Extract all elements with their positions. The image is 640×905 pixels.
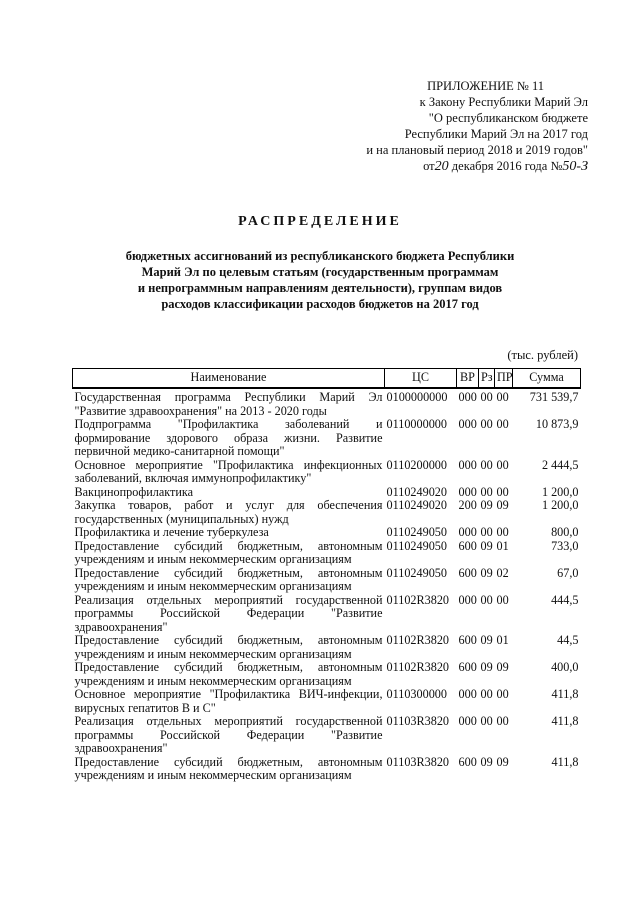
cell-vr: 600 bbox=[458, 660, 477, 674]
cell-pr: 09 bbox=[496, 660, 509, 674]
cell-rz: 09 bbox=[480, 538, 493, 553]
table-row bbox=[73, 594, 581, 635]
cell-sum: 67,0 bbox=[557, 565, 579, 580]
cell-cs: 0110200000 bbox=[386, 457, 447, 472]
cell-pr: 09 bbox=[496, 754, 509, 769]
cell-rz: 00 bbox=[480, 687, 493, 701]
cell-name: Государственная программа Республики Марий Эл "Развитие здравоохранения" на 2013 - 2020 годы bbox=[74, 390, 383, 418]
cell-cs: 0110300000 bbox=[386, 687, 447, 701]
cell-sum: 2 444,5 bbox=[541, 457, 579, 472]
cell-pr: 00 bbox=[496, 484, 509, 499]
cell-vr: 000 bbox=[458, 417, 477, 431]
cell-vr: 000 bbox=[458, 484, 477, 499]
cell-sum: 44,5 bbox=[557, 633, 579, 647]
cell-name: Предоставление субсидий бюджетным, автономным учреждениям и иным некоммерческим организациям bbox=[74, 633, 383, 661]
cell-name: Предоставление субсидий бюджетным, автономным учреждениям и иным некоммерческим организациям bbox=[74, 538, 383, 566]
table-row bbox=[73, 388, 581, 418]
table-header-row bbox=[73, 369, 581, 389]
cell-pr: 01 bbox=[496, 633, 509, 647]
cell-rz: 09 bbox=[480, 565, 493, 580]
cell-vr: 000 bbox=[458, 457, 477, 472]
cell-name: Профилактика и лечение туберкулеза bbox=[74, 525, 269, 539]
cell-sum: 444,5 bbox=[551, 592, 579, 607]
cell-vr: 600 bbox=[458, 538, 477, 553]
table-row bbox=[73, 540, 581, 567]
cell-name: Предоставление субсидий бюджетным, автономным учреждениям и иным некоммерческим организациям bbox=[74, 754, 383, 782]
appendix-line: "О республиканском бюджете bbox=[428, 111, 588, 125]
cell-cs: 01102R3820 bbox=[386, 592, 450, 607]
cell-cs: 01102R3820 bbox=[386, 660, 450, 674]
appendix-line: к Закону Республики Марий Эл bbox=[419, 95, 588, 109]
cell-name: Основное мероприятие "Профилактика ВИЧ-инфекции, вирусных гепатитов В и С" bbox=[74, 687, 383, 715]
budget-table bbox=[72, 368, 581, 783]
cell-pr: 00 bbox=[496, 714, 509, 728]
cell-pr: 09 bbox=[496, 498, 509, 512]
cell-vr: 600 bbox=[458, 633, 477, 647]
cell-cs: 01103R3820 bbox=[386, 714, 450, 728]
cell-pr: 00 bbox=[496, 417, 509, 431]
units-label: (тыс. рублей) bbox=[507, 348, 578, 362]
cell-pr: 00 bbox=[496, 525, 509, 539]
cell-cs: 01102R3820 bbox=[386, 633, 450, 647]
cell-vr: 000 bbox=[458, 714, 477, 728]
document-title: РАСПРЕДЕЛЕНИЕ bbox=[238, 214, 402, 229]
cell-cs: 0110000000 bbox=[386, 417, 447, 431]
table-row bbox=[73, 634, 581, 661]
cell-vr: 600 bbox=[458, 565, 477, 580]
cell-rz: 00 bbox=[480, 484, 493, 499]
cell-vr: 200 bbox=[458, 498, 477, 512]
table-row bbox=[73, 499, 581, 526]
table-row bbox=[73, 756, 581, 783]
cell-name: Предоставление субсидий бюджетным, автономным учреждениям и иным некоммерческим организациям bbox=[74, 565, 383, 593]
cell-sum: 1 200,0 bbox=[541, 498, 579, 512]
cell-rz: 00 bbox=[480, 525, 493, 539]
cell-name: Реализация отдельных мероприятий государственной программы Российской Федерации "Развитие здравоохранения" bbox=[74, 714, 383, 755]
cell-sum: 1 200,0 bbox=[541, 484, 579, 499]
cell-rz: 09 bbox=[480, 660, 493, 674]
cell-rz: 09 bbox=[480, 498, 493, 512]
cell-rz: 00 bbox=[480, 714, 493, 728]
subtitle-line: Марий Эл по целевым статьям (государственным программам bbox=[141, 265, 499, 279]
header-sum: Сумма bbox=[513, 369, 581, 389]
cell-rz: 00 bbox=[480, 457, 493, 472]
table-row bbox=[73, 418, 581, 459]
cell-pr: 00 bbox=[496, 687, 509, 701]
table-body bbox=[73, 388, 581, 783]
cell-sum: 10 873,9 bbox=[535, 417, 579, 431]
table-row bbox=[73, 526, 581, 540]
cell-vr: 000 bbox=[458, 390, 477, 404]
cell-sum: 733,0 bbox=[551, 538, 579, 553]
cell-cs: 01103R3820 bbox=[386, 754, 450, 769]
date-text: декабря 2016 года № bbox=[448, 159, 563, 173]
cell-name: Закупка товаров, работ и услуг для обеспечения государственных (муниципальных) нужд bbox=[74, 498, 383, 526]
table-row bbox=[73, 567, 581, 594]
cell-sum: 800,0 bbox=[551, 525, 579, 539]
cell-name: Подпрограмма "Профилактика заболеваний и формирование здорового образа жизни. Развитие первичной медико-санитарной помощи" bbox=[74, 417, 383, 458]
cell-name: Предоставление субсидий бюджетным, автономным учреждениям и иным некоммерческим организациям bbox=[74, 660, 383, 688]
cell-vr: 000 bbox=[458, 592, 477, 607]
cell-vr: 600 bbox=[458, 754, 477, 769]
cell-rz: 09 bbox=[480, 754, 493, 769]
cell-name: Основное мероприятие "Профилактика инфекционных заболеваний, включая иммунопрофилактику" bbox=[74, 457, 383, 485]
cell-vr: 000 bbox=[458, 687, 477, 701]
cell-cs: 0110249020 bbox=[386, 484, 447, 499]
cell-name: Вакцинопрофилактика bbox=[74, 484, 193, 499]
subtitle-line: бюджетных ассигнований из республиканского бюджета Республики bbox=[125, 249, 515, 263]
cell-sum: 411,8 bbox=[551, 754, 579, 769]
header-vr: ВР bbox=[457, 369, 479, 389]
cell-pr: 02 bbox=[496, 565, 509, 580]
cell-rz: 00 bbox=[480, 390, 493, 404]
cell-cs: 0110249020 bbox=[386, 498, 447, 512]
subtitle-line: и непрограммным направлениям деятельности), группам видов bbox=[137, 281, 503, 295]
appendix-line: Республики Марий Эл на 2017 год bbox=[404, 127, 588, 141]
appendix-number: ПРИЛОЖЕНИЕ № 11 bbox=[427, 79, 544, 93]
header-pr: ПР bbox=[495, 369, 513, 389]
cell-sum: 731 539,7 bbox=[529, 390, 579, 404]
appendix-block bbox=[288, 78, 588, 175]
cell-rz: 00 bbox=[480, 592, 493, 607]
date-day: 20 bbox=[434, 159, 449, 174]
cell-sum: 411,8 bbox=[551, 714, 579, 728]
cell-cs: 0100000000 bbox=[386, 390, 448, 404]
cell-cs: 0110249050 bbox=[386, 565, 447, 580]
law-number: 50-З bbox=[562, 159, 588, 174]
header-cs: ЦС bbox=[385, 369, 457, 389]
cell-vr: 000 bbox=[458, 525, 477, 539]
document-subtitle bbox=[100, 248, 540, 312]
cell-sum: 411,8 bbox=[551, 687, 579, 701]
table-row bbox=[73, 688, 581, 715]
subtitle-line: расходов классификации расходов бюджетов на 2017 год bbox=[161, 297, 479, 311]
cell-pr: 00 bbox=[496, 390, 509, 404]
cell-rz: 09 bbox=[480, 633, 493, 647]
cell-sum: 400,0 bbox=[551, 660, 579, 674]
cell-name: Реализация отдельных мероприятий государственной программы Российской Федерации "Развитие здравоохранения" bbox=[74, 592, 383, 634]
date-prefix: от bbox=[423, 159, 435, 173]
cell-rz: 00 bbox=[480, 417, 493, 431]
appendix-line: и на плановый период 2018 и 2019 годов" bbox=[366, 143, 588, 157]
cell-pr: 00 bbox=[496, 457, 509, 472]
table-row bbox=[73, 661, 581, 688]
header-name: Наименование bbox=[73, 369, 385, 389]
table-row bbox=[73, 459, 581, 486]
table-row bbox=[73, 715, 581, 756]
header-rz: Рз bbox=[479, 369, 495, 389]
cell-pr: 00 bbox=[496, 592, 509, 607]
appendix-date bbox=[288, 158, 588, 175]
cell-cs: 0110249050 bbox=[386, 538, 447, 553]
cell-cs: 0110249050 bbox=[386, 525, 447, 539]
cell-pr: 01 bbox=[496, 538, 509, 553]
table-row bbox=[73, 486, 581, 500]
